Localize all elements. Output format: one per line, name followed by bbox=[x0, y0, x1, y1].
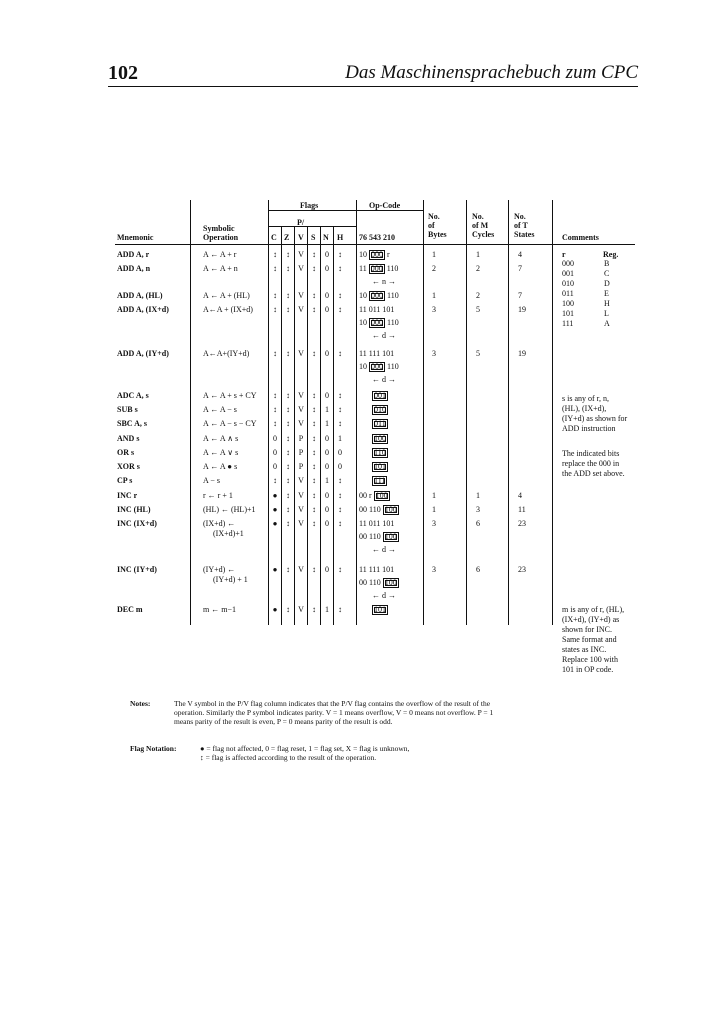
mnemonic-cell: INC (HL) bbox=[117, 505, 151, 514]
flag-h-cell: ↕ bbox=[338, 405, 342, 414]
reg-name: E bbox=[604, 289, 609, 298]
bytes-cell: 3 bbox=[432, 565, 436, 574]
col-flag-pv: V bbox=[298, 233, 304, 242]
operation-cell: A ← A − s − CY bbox=[203, 419, 257, 428]
col-mcycles-3: Cycles bbox=[472, 230, 495, 239]
mnemonic-cell: OR s bbox=[117, 448, 135, 457]
reg-name: L bbox=[604, 309, 609, 318]
flag-n-cell: 0 bbox=[325, 291, 329, 300]
flag-v-cell: V bbox=[298, 391, 304, 400]
operation-cell: (HL) ← (HL)+1 bbox=[203, 505, 256, 514]
operation-cell: A←A+(IY+d) bbox=[203, 349, 250, 358]
flag-v-cell: V bbox=[298, 505, 304, 514]
opcode-box: 000 bbox=[370, 264, 383, 273]
tstates-cell: 7 bbox=[518, 291, 522, 300]
opcode-line: 10 000 110 bbox=[359, 318, 399, 327]
operation-cell-cont: (IX+d)+1 bbox=[213, 529, 244, 538]
tstates-cell: 19 bbox=[518, 305, 526, 314]
col-flags: Flags bbox=[300, 201, 319, 210]
flag-s-cell: ↕ bbox=[312, 605, 316, 614]
flag-c-cell: ● bbox=[272, 565, 278, 574]
flag-h-cell: ↕ bbox=[338, 349, 342, 358]
flag-c-cell: ↕ bbox=[273, 305, 277, 314]
col-mcycles-2: of M bbox=[472, 221, 489, 230]
bytes-cell: 3 bbox=[432, 305, 436, 314]
opcode-line: 11 011 101 bbox=[359, 305, 395, 314]
flag-s-cell: ↕ bbox=[312, 519, 316, 528]
bytes-cell: 1 bbox=[432, 291, 436, 300]
flag-z-cell: ↕ bbox=[286, 264, 290, 273]
operation-cell: A − s bbox=[203, 476, 220, 485]
opcode-box: 100 bbox=[374, 434, 386, 443]
opcode-line: 00 110 100 bbox=[359, 578, 397, 587]
mnemonic-cell: ADD A, (IY+d) bbox=[117, 349, 169, 358]
opcode-box: 000 bbox=[371, 291, 383, 300]
flag-n-cell: 0 bbox=[325, 462, 329, 471]
flag-n-cell: 0 bbox=[325, 264, 329, 273]
flag-v-cell: V bbox=[298, 250, 304, 259]
opcode-box: 111 bbox=[374, 476, 386, 485]
flag-z-cell: ↕ bbox=[286, 505, 290, 514]
tstates-cell: 23 bbox=[518, 519, 526, 528]
flag-h-cell: ↕ bbox=[338, 419, 342, 428]
flag-z-cell: ↕ bbox=[286, 476, 290, 485]
col-symbolic-2: Operation bbox=[203, 233, 239, 242]
opcode-line: 11 111 101 bbox=[359, 565, 395, 574]
opcode-line: ← n → bbox=[372, 277, 396, 286]
flag-c-cell: ● bbox=[272, 491, 278, 500]
opcode-box: 000 bbox=[371, 362, 383, 371]
flag-c-cell: 0 bbox=[273, 462, 277, 471]
flag-c-cell: ● bbox=[272, 505, 278, 514]
col-tstates-2: of T bbox=[514, 221, 528, 230]
mcycles-cell: 1 bbox=[476, 491, 480, 500]
opcode-box: 100 bbox=[384, 505, 397, 514]
mcycles-cell: 1 bbox=[476, 250, 480, 259]
flag-s-cell: ↕ bbox=[312, 305, 316, 314]
mnemonic-cell: SBC A, s bbox=[117, 419, 148, 428]
flag-s-cell: ↕ bbox=[312, 419, 316, 428]
flag-z-cell: ↕ bbox=[286, 605, 290, 614]
flag-s-cell: ↕ bbox=[312, 448, 316, 457]
flag-s-cell: ↕ bbox=[312, 434, 316, 443]
flag-c-cell: 0 bbox=[273, 448, 277, 457]
flag-s-cell: ↕ bbox=[312, 565, 316, 574]
comment-line: The indicated bits bbox=[562, 449, 620, 458]
opcode-box: 100 bbox=[384, 532, 397, 541]
col-flag-z: Z bbox=[284, 233, 290, 242]
flag-z-cell: ↕ bbox=[286, 405, 290, 414]
note-line: The V symbol in the P/V flag column indicates that the P/V flag contains the overflow of the result of the bbox=[174, 699, 491, 708]
flag-n-cell: 0 bbox=[325, 565, 329, 574]
flag-h-cell: ↕ bbox=[338, 476, 342, 485]
comment-reg-head-r: r bbox=[562, 250, 566, 259]
mnemonic-cell: ADD A, (IX+d) bbox=[117, 305, 169, 314]
mnemonic-cell: ADD A, n bbox=[117, 264, 151, 273]
reg-name: D bbox=[604, 279, 610, 288]
comment-line: Same format and bbox=[562, 635, 617, 644]
mnemonic-cell: INC (IX+d) bbox=[117, 519, 157, 528]
comment-line: s is any of r, n, bbox=[562, 394, 610, 403]
flag-n-cell: 0 bbox=[325, 519, 329, 528]
opcode-line: 00 110 100 bbox=[359, 532, 397, 541]
flag-v-cell: V bbox=[298, 565, 304, 574]
flag-n-cell: 0 bbox=[325, 391, 329, 400]
rule-v-flag-h bbox=[333, 226, 334, 625]
flag-z-cell: ↕ bbox=[286, 305, 290, 314]
flag-h-cell: 1 bbox=[338, 434, 342, 443]
rule-v-flags-left bbox=[268, 200, 269, 625]
rule-v-flag-v bbox=[294, 226, 295, 625]
flag-z-cell: ↕ bbox=[286, 565, 290, 574]
operation-cell: A ← A + s + CY bbox=[203, 391, 257, 400]
mcycles-cell: 2 bbox=[476, 291, 480, 300]
mcycles-cell: 2 bbox=[476, 264, 480, 273]
comment-line: ADD instruction bbox=[562, 424, 616, 433]
flag-s-cell: ↕ bbox=[312, 405, 316, 414]
col-flag-n: N bbox=[323, 233, 329, 242]
flag-z-cell: ↕ bbox=[286, 448, 290, 457]
mnemonic-cell: ADD A, (HL) bbox=[117, 291, 163, 300]
flag-s-cell: ↕ bbox=[312, 491, 316, 500]
reg-code: 001 bbox=[562, 269, 574, 278]
opcode-line: 11 111 101 bbox=[359, 349, 395, 358]
opcode-line bbox=[372, 405, 388, 415]
flag-c-cell: ↕ bbox=[273, 476, 277, 485]
mcycles-cell: 5 bbox=[476, 305, 480, 314]
opcode-line bbox=[372, 391, 388, 401]
flag-n-cell: 1 bbox=[325, 405, 329, 414]
flag-c-cell: ↕ bbox=[273, 291, 277, 300]
flag-v-cell: V bbox=[298, 476, 304, 485]
opcode-box: 100 bbox=[384, 578, 397, 587]
flag-z-cell: ↕ bbox=[286, 491, 290, 500]
flag-v-cell: P bbox=[298, 448, 304, 457]
opcode-line: 10 000 110 bbox=[359, 291, 399, 300]
flag-c-cell: 0 bbox=[273, 434, 277, 443]
flag-z-cell: ↕ bbox=[286, 419, 290, 428]
flag-v-cell: V bbox=[298, 349, 304, 358]
flag-s-cell: ↕ bbox=[312, 505, 316, 514]
flag-z-cell: ↕ bbox=[286, 391, 290, 400]
mnemonic-cell: ADC A, s bbox=[117, 391, 149, 400]
flag-n-cell: 1 bbox=[325, 476, 329, 485]
opcode-line: ← d → bbox=[372, 331, 396, 340]
mcycles-cell: 5 bbox=[476, 349, 480, 358]
flag-z-cell: ↕ bbox=[286, 519, 290, 528]
mnemonic-cell: CP s bbox=[117, 476, 133, 485]
opcode-box: 000 bbox=[371, 318, 383, 327]
col-opcode-bits: 76 543 210 bbox=[359, 233, 395, 242]
rule-h-flags bbox=[268, 210, 356, 211]
flag-z-cell: ↕ bbox=[286, 462, 290, 471]
flag-n-cell: 0 bbox=[325, 448, 329, 457]
reg-code: 011 bbox=[562, 289, 574, 298]
notes-label: Notes: bbox=[130, 699, 151, 708]
flag-z-cell: ↕ bbox=[286, 291, 290, 300]
opcode-box: 110 bbox=[374, 448, 386, 457]
comment-line: Replace 100 with bbox=[562, 655, 618, 664]
operation-cell: A ← A + n bbox=[203, 264, 238, 273]
tstates-cell: 23 bbox=[518, 565, 526, 574]
opcode-line bbox=[372, 476, 387, 486]
bytes-cell: 1 bbox=[432, 505, 436, 514]
col-flag-c: C bbox=[271, 233, 277, 242]
flag-n-cell: 0 bbox=[325, 250, 329, 259]
col-opcode: Op-Code bbox=[369, 201, 401, 210]
opcode-line bbox=[372, 419, 388, 429]
operation-cell: (IX+d) ← bbox=[203, 519, 236, 528]
flag-n-cell: 0 bbox=[325, 434, 329, 443]
rule-h-header-bottom bbox=[115, 244, 635, 245]
bytes-cell: 1 bbox=[432, 491, 436, 500]
comment-line: replace the 000 in bbox=[562, 459, 620, 468]
reg-code: 010 bbox=[562, 279, 574, 288]
reg-name: B bbox=[604, 259, 610, 268]
bytes-cell: 3 bbox=[432, 519, 436, 528]
note-line: operation. Similarly the P symbol indicates parity. V = 1 means overflow, V = 0 means not overflow. P = 1 bbox=[174, 708, 494, 717]
mnemonic-cell: INC (IY+d) bbox=[117, 565, 157, 574]
tstates-cell: 19 bbox=[518, 349, 526, 358]
col-comments: Comments bbox=[562, 233, 599, 242]
flag-h-cell: ↕ bbox=[338, 305, 342, 314]
opcode-line: 00 r 100 bbox=[359, 491, 388, 500]
operation-cell: A ← A + (HL) bbox=[203, 291, 250, 300]
flag-h-cell: ↕ bbox=[338, 291, 342, 300]
rule-h-opcode bbox=[356, 210, 423, 211]
flag-v-cell: V bbox=[298, 519, 304, 528]
flag-v-cell: P bbox=[298, 462, 304, 471]
flag-h-cell: ↕ bbox=[338, 491, 342, 500]
operation-cell: A←A + (IX+d) bbox=[203, 305, 253, 314]
mcycles-cell: 6 bbox=[476, 519, 480, 528]
mcycles-cell: 3 bbox=[476, 505, 480, 514]
col-tstates-1: No. bbox=[514, 212, 526, 221]
rule-v-bytes-left bbox=[423, 200, 424, 625]
flag-notation-label: Flag Notation: bbox=[130, 744, 177, 753]
opcode-line: 00 110 100 bbox=[359, 505, 397, 514]
opcode-box: 001 bbox=[374, 391, 386, 400]
mcycles-cell: 6 bbox=[476, 565, 480, 574]
opcode-box: 101 bbox=[374, 462, 386, 471]
flag-v-cell: V bbox=[298, 491, 304, 500]
flag-h-cell: 0 bbox=[338, 462, 342, 471]
page-number: 102 bbox=[108, 62, 138, 84]
operation-cell: A ← A ● s bbox=[203, 462, 238, 471]
flag-s-cell: ↕ bbox=[312, 349, 316, 358]
opcode-line bbox=[372, 448, 388, 458]
reg-name: A bbox=[604, 319, 610, 328]
rule-v-tstates-left bbox=[508, 200, 509, 625]
opcode-line bbox=[372, 605, 388, 615]
flag-v-cell: V bbox=[298, 291, 304, 300]
flag-n-cell: 0 bbox=[325, 349, 329, 358]
rule-v-flag-s bbox=[307, 226, 308, 625]
flag-c-cell: ↕ bbox=[273, 349, 277, 358]
mnemonic-cell: SUB s bbox=[117, 405, 138, 414]
reg-name: C bbox=[604, 269, 610, 278]
operation-cell: m ← m−1 bbox=[203, 605, 236, 614]
col-flag-pv-top: P/ bbox=[297, 218, 305, 227]
reg-name: H bbox=[604, 299, 610, 308]
opcode-box: 101 bbox=[374, 605, 386, 614]
rule-v-comments-left bbox=[552, 200, 553, 625]
flag-c-cell: ↕ bbox=[273, 264, 277, 273]
opcode-line bbox=[372, 434, 388, 444]
comment-line: (IY+d) as shown for bbox=[562, 414, 628, 423]
opcode-line bbox=[372, 462, 388, 472]
flag-s-cell: ↕ bbox=[312, 291, 316, 300]
comment-line: 101 in OP code. bbox=[562, 665, 614, 674]
flag-v-cell: V bbox=[298, 405, 304, 414]
mnemonic-cell: AND s bbox=[117, 434, 140, 443]
flag-v-cell: V bbox=[298, 419, 304, 428]
rule-v-mcycles-left bbox=[466, 200, 467, 625]
rule-h-flag-top bbox=[268, 226, 356, 227]
mnemonic-cell: ADD A, r bbox=[117, 250, 150, 259]
flag-h-cell: ↕ bbox=[338, 391, 342, 400]
notes-body bbox=[174, 699, 634, 726]
operation-cell: A ← A + r bbox=[203, 250, 237, 259]
opcode-line: 10 000 r bbox=[359, 250, 390, 259]
bytes-cell: 1 bbox=[432, 250, 436, 259]
flag-s-cell: ↕ bbox=[312, 476, 316, 485]
flag-h-cell: ↕ bbox=[338, 505, 342, 514]
flag-v-cell: V bbox=[298, 264, 304, 273]
comment-line: the ADD set above. bbox=[562, 469, 625, 478]
flag-s-cell: ↕ bbox=[312, 462, 316, 471]
bytes-cell: 2 bbox=[432, 264, 436, 273]
col-bytes-3: Bytes bbox=[428, 230, 447, 239]
flag-n-cell: 0 bbox=[325, 491, 329, 500]
flag-h-cell: ↕ bbox=[338, 605, 342, 614]
flag-h-cell: ↕ bbox=[338, 519, 342, 528]
flag-n-cell: 1 bbox=[325, 419, 329, 428]
opcode-box: 011 bbox=[374, 419, 386, 428]
comment-reg-head-reg: Reg. bbox=[603, 250, 619, 259]
operation-cell-cont: (IY+d) + 1 bbox=[213, 575, 248, 584]
col-bytes-1: No. bbox=[428, 212, 440, 221]
note-line: ● = flag not affected, 0 = flag reset, 1 = flag set, X = flag is unknown, bbox=[200, 744, 410, 753]
col-mcycles-1: No. bbox=[472, 212, 484, 221]
flag-h-cell: ↕ bbox=[338, 250, 342, 259]
tstates-cell: 11 bbox=[518, 505, 526, 514]
comment-line: shown for INC. bbox=[562, 625, 612, 634]
opcode-line: 11 000 110 bbox=[359, 264, 399, 273]
flag-z-cell: ↕ bbox=[286, 250, 290, 259]
operation-cell: (IY+d) ← bbox=[203, 565, 236, 574]
flag-s-cell: ↕ bbox=[312, 264, 316, 273]
mnemonic-cell: INC r bbox=[117, 491, 138, 500]
reg-code: 101 bbox=[562, 309, 574, 318]
flag-notation-body bbox=[200, 744, 630, 762]
comment-line: m is any of r, (HL), bbox=[562, 605, 625, 614]
flag-n-cell: 0 bbox=[325, 505, 329, 514]
flag-c-cell: ● bbox=[272, 519, 278, 528]
flag-v-cell: P bbox=[298, 434, 304, 443]
col-symbolic-1: Symbolic bbox=[203, 224, 235, 233]
reg-code: 100 bbox=[562, 299, 574, 308]
mnemonic-cell: XOR s bbox=[117, 462, 140, 471]
tstates-cell: 7 bbox=[518, 264, 522, 273]
note-line: ↕ = flag is affected according to the result of the operation. bbox=[200, 753, 377, 762]
col-flag-s: S bbox=[311, 233, 316, 242]
col-mnemonic: Mnemonic bbox=[117, 233, 154, 242]
opcode-box: 000 bbox=[371, 250, 383, 259]
comment-line: (IX+d), (IY+d) as bbox=[562, 615, 620, 624]
opcode-line: ← d → bbox=[372, 545, 396, 554]
rule-v-opcode-left bbox=[356, 200, 357, 625]
flag-z-cell: ↕ bbox=[286, 434, 290, 443]
opcode-line: 11 011 101 bbox=[359, 519, 395, 528]
flag-c-cell: ↕ bbox=[273, 250, 277, 259]
book-title: Das Maschinensprachebuch zum CPC bbox=[345, 62, 638, 83]
opcode-box: 010 bbox=[374, 405, 386, 414]
col-tstates-3: States bbox=[514, 230, 535, 239]
operation-cell: A ← A ∨ s bbox=[203, 448, 239, 457]
flag-s-cell: ↕ bbox=[312, 250, 316, 259]
flag-c-cell: ↕ bbox=[273, 405, 277, 414]
flag-c-cell: ↕ bbox=[273, 419, 277, 428]
operation-cell: A ← A − s bbox=[203, 405, 237, 414]
tstates-cell: 4 bbox=[518, 250, 522, 259]
flag-s-cell: ↕ bbox=[312, 391, 316, 400]
flag-c-cell: ↕ bbox=[273, 391, 277, 400]
flag-v-cell: V bbox=[298, 305, 304, 314]
flag-h-cell: ↕ bbox=[338, 264, 342, 273]
col-bytes-2: of bbox=[428, 221, 435, 230]
rule-v-flag-n bbox=[320, 226, 321, 625]
opcode-line: ← d → bbox=[372, 591, 396, 600]
opcode-line: ← d → bbox=[372, 375, 396, 384]
flag-h-cell: ↕ bbox=[338, 565, 342, 574]
flag-n-cell: 0 bbox=[325, 305, 329, 314]
flag-z-cell: ↕ bbox=[286, 349, 290, 358]
comment-line: states as INC. bbox=[562, 645, 607, 654]
flag-c-cell: ● bbox=[272, 605, 278, 614]
mnemonic-cell: DEC m bbox=[117, 605, 143, 614]
reg-code: 111 bbox=[562, 319, 574, 328]
flag-v-cell: V bbox=[298, 605, 304, 614]
bytes-cell: 3 bbox=[432, 349, 436, 358]
col-flag-h: H bbox=[337, 233, 344, 242]
rule-v-symbolic bbox=[190, 200, 191, 625]
comment-line: (HL), (IX+d), bbox=[562, 404, 607, 413]
flag-h-cell: 0 bbox=[338, 448, 342, 457]
reg-code: 000 bbox=[562, 259, 574, 268]
opcode-box: 100 bbox=[375, 491, 388, 500]
operation-cell: A ← A ∧ s bbox=[203, 434, 239, 443]
rule-v-flag-z bbox=[281, 226, 282, 625]
opcode-line: 10 000 110 bbox=[359, 362, 399, 371]
tstates-cell: 4 bbox=[518, 491, 522, 500]
note-line: means parity of the result is even, P = 0 means parity of the result is odd. bbox=[174, 717, 393, 726]
operation-cell: r ← r + 1 bbox=[203, 491, 233, 500]
flag-n-cell: 1 bbox=[325, 605, 329, 614]
